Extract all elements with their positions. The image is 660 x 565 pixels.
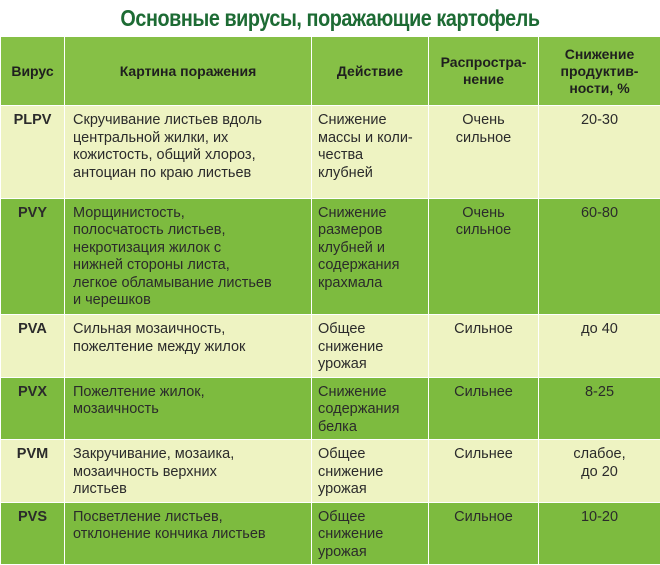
lesion-description-line: Сильная мозаичность, bbox=[73, 321, 226, 338]
effect-description-line: крахмала bbox=[318, 274, 383, 291]
productivity-loss bbox=[539, 377, 660, 440]
effect-description-line: Снижение bbox=[318, 204, 387, 221]
effect-description-line: Общее bbox=[318, 446, 366, 463]
productivity-loss bbox=[539, 315, 660, 378]
effect-description-line: клубней и bbox=[318, 239, 385, 256]
productivity-loss-line: до 40 bbox=[581, 321, 618, 338]
productivity-loss bbox=[539, 106, 660, 199]
effect-description-line: массы и коли- bbox=[318, 129, 413, 146]
effect-description bbox=[312, 440, 429, 503]
spread-level-line: Очень bbox=[462, 204, 505, 221]
productivity-loss-line: 20-30 bbox=[580, 112, 619, 128]
lesion-description-line: антоциан по краю листьев bbox=[73, 164, 252, 181]
table-row bbox=[1, 440, 660, 503]
effect-description-line: размеров bbox=[318, 222, 383, 239]
lesion-description-line: Пожелтение жилок, bbox=[73, 383, 205, 400]
spread-level bbox=[429, 377, 539, 440]
effect-description-line: урожая bbox=[318, 481, 367, 498]
table-row bbox=[1, 106, 660, 199]
virus-name: PVM bbox=[1, 440, 65, 503]
productivity-loss-line: 60-80 bbox=[580, 204, 619, 221]
spread-level-line: Сильное bbox=[454, 321, 513, 338]
spread-level bbox=[429, 502, 539, 564]
lesion-description bbox=[65, 377, 312, 440]
table-row bbox=[1, 502, 660, 564]
lesion-description bbox=[65, 198, 312, 315]
productivity-loss-line: слабое, bbox=[573, 446, 626, 463]
lesion-description-line: пожелтение между жилок bbox=[73, 338, 246, 355]
effect-description-line: урожая bbox=[318, 543, 367, 560]
effect-description bbox=[312, 377, 429, 440]
spread-level bbox=[429, 106, 539, 199]
effect-description-line: снижение bbox=[318, 526, 384, 543]
virus-name: PLPV bbox=[1, 106, 65, 199]
table-row bbox=[1, 198, 660, 315]
lesion-description-line: мозаичность bbox=[73, 401, 159, 418]
table-row bbox=[1, 315, 660, 378]
effect-description-line: содержания bbox=[318, 401, 400, 418]
table-row bbox=[1, 377, 660, 440]
virus-name: PVY bbox=[1, 198, 65, 315]
virus-name: PVX bbox=[1, 377, 65, 440]
productivity-loss bbox=[539, 440, 660, 503]
lesion-description-line: Морщинистость, bbox=[73, 204, 185, 221]
productivity-loss-line: до 20 bbox=[581, 463, 618, 480]
lesion-description bbox=[65, 315, 312, 378]
virus-name: PVS bbox=[1, 502, 65, 564]
effect-description-line: Общее bbox=[318, 508, 366, 525]
effect-description-line: чества bbox=[318, 147, 364, 163]
spread-level bbox=[429, 440, 539, 503]
spread-level-line: Очень bbox=[462, 112, 505, 128]
header-spread: Распростра- нение bbox=[429, 37, 539, 106]
spread-level-line: Сильнее bbox=[454, 446, 513, 463]
lesion-description-line: и черешков bbox=[73, 292, 151, 309]
lesion-description-line: Посветление листьев, bbox=[73, 508, 223, 525]
header-virus: Вирус bbox=[1, 37, 65, 106]
lesion-description-line: Скручивание листьев вдоль bbox=[73, 112, 262, 128]
effect-description-line: урожая bbox=[318, 356, 367, 373]
effect-description-line: снижение bbox=[318, 463, 384, 480]
header-loss: Снижение продуктив- ности, % bbox=[539, 37, 660, 106]
productivity-loss bbox=[539, 502, 660, 564]
header-action: Действие bbox=[312, 37, 429, 106]
lesion-description-line: центральной жилки, их bbox=[73, 129, 229, 146]
spread-level-line: Сильное bbox=[454, 508, 513, 525]
header-picture: Картина поражения bbox=[65, 37, 312, 106]
lesion-description-line: нижней стороны листа, bbox=[73, 257, 230, 274]
table-header-row bbox=[1, 37, 660, 106]
effect-description bbox=[312, 502, 429, 564]
virus-name: PVA bbox=[1, 315, 65, 378]
productivity-loss bbox=[539, 198, 660, 315]
lesion-description-line: полосчатость листьев, bbox=[73, 222, 226, 239]
lesion-description bbox=[65, 440, 312, 503]
effect-description-line: белка bbox=[318, 418, 357, 435]
effect-description-line: снижение bbox=[318, 338, 384, 355]
effect-description-line: содержания bbox=[318, 257, 400, 274]
lesion-description-line: мозаичность верхних bbox=[73, 463, 217, 480]
spread-level bbox=[429, 198, 539, 315]
lesion-description bbox=[65, 106, 312, 199]
lesion-description-line: отклонение кончика листьев bbox=[73, 526, 266, 543]
lesion-description-line: кожистость, общий хлороз, bbox=[73, 147, 256, 163]
productivity-loss-line: 8-25 bbox=[584, 383, 615, 400]
effect-description-line: Общее bbox=[318, 321, 366, 338]
effect-description-line: клубней bbox=[318, 164, 373, 181]
effect-description bbox=[312, 315, 429, 378]
lesion-description-line: легкое обламывание листьев bbox=[73, 274, 272, 291]
lesion-description-line: некротизация жилок с bbox=[73, 239, 222, 256]
spread-level-line: Сильнее bbox=[454, 383, 513, 400]
effect-description-line: Снижение bbox=[318, 383, 387, 400]
spread-level bbox=[429, 315, 539, 378]
spread-level-line: сильное bbox=[455, 129, 512, 146]
lesion-description-line: листьев bbox=[73, 481, 127, 498]
effect-description bbox=[312, 198, 429, 315]
page-title: Основные вирусы, поражающие картофель bbox=[120, 5, 540, 31]
effect-description-line: Снижение bbox=[318, 112, 387, 128]
effect-description bbox=[312, 106, 429, 199]
lesion-description bbox=[65, 502, 312, 564]
lesion-description-line: Закручивание, мозаика, bbox=[73, 446, 235, 463]
spread-level-line: сильное bbox=[455, 222, 512, 239]
virus-table bbox=[0, 36, 660, 565]
productivity-loss-line: 10-20 bbox=[580, 508, 619, 525]
